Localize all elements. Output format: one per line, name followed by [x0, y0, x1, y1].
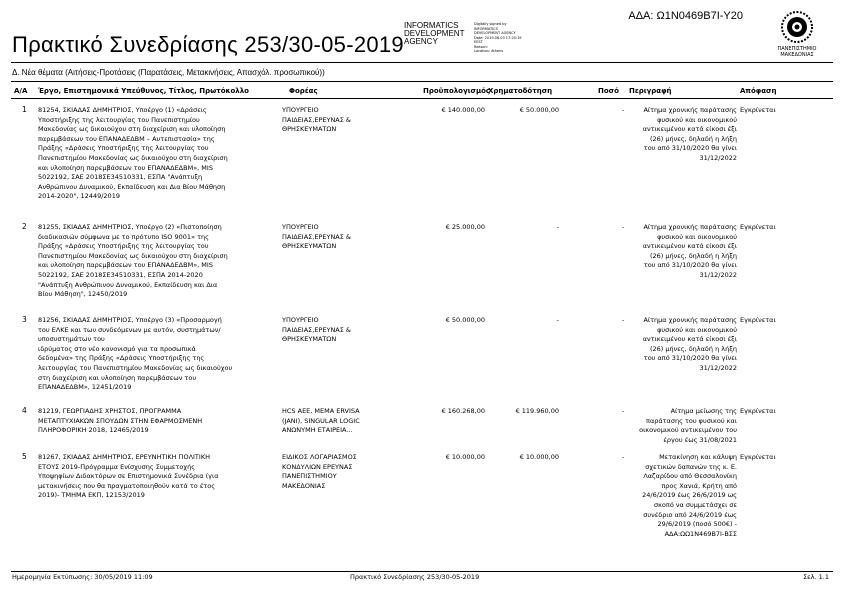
funder-cell — [282, 106, 402, 135]
description-line: 29/6/2019 (ποσό 500€) - — [657, 520, 737, 529]
project-line: 81256, ΣΚΙΑΔΑΣ ΔΗΜΗΤΡΙΟΣ, Υποέργο (3) «Προσαρμογή — [38, 316, 222, 324]
row-number: 2 — [22, 222, 27, 231]
decision-cell: Εγκρίνεται — [740, 223, 776, 231]
description-cell — [629, 407, 737, 445]
project-line: ΜΕΤΑΠΤΥΧΙΑΚΩΝ ΣΠΟΥΔΩΝ ΣΤΗΝ ΕΦΑΡΜΟΣΜΕΝΗ — [38, 416, 203, 425]
description-line: ΑΔΑ:ΩΩ1Ν469Β7Ι-ΒΣΣ — [664, 529, 737, 538]
funder-line: ΘΡΗΣΚΕΥΜΑΤΩΝ — [282, 335, 337, 344]
project-line: στη διαχείριση και υλοποίηση παρεμβάσεων του — [38, 373, 197, 382]
financing-cell: - — [556, 223, 559, 231]
funder-cell — [282, 453, 402, 491]
page-number: Σελ. 1.1 — [803, 573, 829, 581]
print-date: Ημερομηνία Εκτύπωσης: 30/05/2019 11:09 — [12, 573, 153, 581]
decision-cell: Εγκρίνεται — [740, 106, 776, 114]
signature-details — [474, 22, 522, 54]
funder-line: ΘΡΗΣΚΕΥΜΑΤΩΝ — [282, 242, 337, 251]
description-line: 31/12/2022 — [699, 153, 737, 162]
column-header-aa: Α/Α — [14, 87, 28, 95]
header-divider — [11, 62, 833, 63]
description-line: Αίτημα χρονικής παράτασης — [643, 106, 737, 114]
university-logo — [763, 10, 831, 58]
table-header-divider — [11, 98, 833, 99]
row-number: 3 — [22, 315, 27, 324]
funder-cell — [282, 316, 402, 345]
amount-cell: - — [622, 407, 625, 415]
project-line: "Ανάπτυξη Ανθρώπινου Δυναμικού, Εκπαίδευση και Δια — [38, 280, 218, 289]
description-line: φυσικού και οικονομικού — [657, 115, 737, 124]
column-header-funder: Φορέας — [289, 87, 318, 95]
column-header-financing: Χρηματοδότηση — [488, 87, 553, 95]
description-line: του από 31/10/2020 θα γίνει — [643, 261, 737, 270]
project-line: Υποστήριξης της λειτουργίας του Πανεπιστημίου — [38, 115, 200, 124]
project-line: 81255, ΣΚΙΑΔΑΣ ΔΗΜΗΤΡΙΟΣ, Υποέργο (2) «Πιστοποίηση — [38, 223, 222, 231]
description-cell — [629, 316, 737, 374]
row-number: 4 — [22, 406, 27, 415]
project-line: μετακινήσεις που θα πραγματοποιηθούν κατά το έτος — [38, 481, 216, 490]
funder-line: HCS AEE, MEMA ERVISA — [282, 407, 360, 415]
project-line: ΕΠΑΝΑΔΕΔΒΜ», 12451/2019 — [38, 383, 132, 392]
funder-line: ΥΠΟΥΡΓΕΙΟ — [282, 223, 319, 231]
decision-cell: Εγκρίνεται — [740, 407, 776, 415]
row-number: 1 — [22, 105, 27, 114]
decision-cell: Εγκρίνεται — [740, 453, 776, 461]
description-line: αντικειμένου κατά είκοσι έξι — [642, 242, 737, 251]
description-line: αντικειμένου κατά είκοσι έξι — [642, 125, 737, 134]
funder-line: ΥΠΟΥΡΓΕΙΟ — [282, 106, 319, 114]
column-header-project: Έργο, Επιστημονικά Υπεύθυνος, Τίτλος, Πρωτόκολλο — [38, 87, 249, 95]
project-line: Υποψηφίων Διδακτόρων σε Επιστημονικά Συνέδρια (για — [38, 472, 219, 481]
description-line: 31/12/2022 — [699, 363, 737, 372]
university-emblem-icon — [780, 10, 814, 44]
project-line: Βίου Μάθηση", 12450/2019 — [38, 290, 128, 299]
stamp-line: AGENCY — [404, 37, 438, 46]
project-line: 2014-2020", 12449/2019 — [38, 192, 120, 201]
signature-detail-line: Location: Athens — [474, 49, 504, 53]
description-line: του από 31/10/2020 θα γίνει — [643, 144, 737, 153]
funder-line: ΠΑΝΕΠΙΣΤΗΜΙΟΥ — [282, 472, 337, 481]
description-line: οικονομικού αντικειμένου του — [639, 426, 737, 435]
project-cell — [38, 223, 278, 300]
project-cell — [38, 106, 278, 202]
description-cell — [629, 453, 737, 539]
description-line: προς Χανιά, Κρήτη από — [661, 481, 737, 490]
column-header-description: Περιγραφή — [629, 87, 672, 95]
funder-line: ΜΑΚΕΔΟΝΙΑΣ — [282, 481, 326, 490]
section-title: Δ. Νέα θέματα (Αιτήσεις-Προτάσεις (Παρατάσεις, Μετακινήσεις, Απασχόλ. προσωπικού)) — [12, 68, 325, 77]
column-header-budget: Προϋπολογισμός — [423, 87, 491, 95]
row-number: 5 — [22, 452, 27, 461]
funder-line: ΠΑΙΔΕΙΑΣ,ΕΡΕΥΝΑΣ & — [282, 115, 351, 124]
stamp-line: INFORMATICS — [404, 21, 459, 30]
project-line: και υλοποίηση παρεμβάσεων του ΕΠΑΝΑΔΕΔΒΜ», MIS — [38, 261, 213, 270]
description-cell — [629, 223, 737, 281]
project-line: Ανθρώπινου Δυναμικού, Εκπαίδευση και Δια Βίου Μάθηση — [38, 182, 226, 191]
description-line: αντικειμένου κατά είκοσι έξι — [642, 335, 737, 344]
funder-line: ΠΑΙΔΕΙΑΣ,ΕΡΕΥΝΑΣ & — [282, 232, 351, 241]
project-line: υποσυστημάτων του — [38, 335, 105, 344]
project-line: Πράξης «Δράσεις Υποστήριξης της λειτουργίας του — [38, 242, 209, 251]
project-cell — [38, 407, 278, 436]
funder-cell — [282, 223, 402, 252]
footer-title: Πρακτικό Συνεδρίασης 253/30-05-2019 — [350, 573, 480, 581]
project-line: παρεμβάσεων του ΕΠΑΝΑΔΕΔΒΜ – Αυτεπιστασία» της — [38, 134, 215, 143]
logo-line: ΠΑΝΕΠΙΣΤΗΜΙΟ — [777, 46, 817, 52]
description-line: έργου έως 31/08/2021 — [663, 435, 737, 444]
project-line: του ΕΛΚΕ και των συνδεόμενων με αυτόν, συστημάτων/ — [38, 325, 221, 334]
project-line: 5022192, ΣΑΕ 2018ΣΕ34510331, ΕΣΠΑ "Ανάπτυξη — [38, 173, 203, 182]
financing-cell: € 50.000,00 — [519, 106, 559, 114]
financing-cell: - — [556, 316, 559, 324]
budget-cell: € 10.000,00 — [445, 453, 485, 461]
footer-divider — [11, 571, 833, 572]
project-line: διαδικασιών σύμφωνα με το πρότυπο ISO 9001» της — [38, 232, 209, 241]
page-title: Πρακτικό Συνεδρίασης 253/30-05-2019 — [12, 32, 404, 57]
description-line: Μετακίνηση και κάλυψη — [659, 453, 737, 461]
ada-code: ΑΔΑ: Ω1Ν0469Β7Ι-Υ20 — [628, 10, 743, 22]
project-line: Πανεπιστημίου Μακεδονίας ως δικαιούχου στη διαχείριση — [38, 251, 228, 260]
funder-line: ΥΠΟΥΡΓΕΙΟ — [282, 316, 319, 324]
signature-detail-line: EEST — [474, 40, 483, 44]
signature-detail-line: Reason: — [474, 44, 488, 49]
project-line: 81267, ΣΚΙΑΔΑΣ ΔΗΜΗΤΡΙΟΣ, ΕΡΕΥΝΗΤΙΚΗ ΠΟΛΙΤΙΚΗ — [38, 453, 210, 461]
signature-detail-line: Digitally signed by — [474, 22, 507, 26]
project-line: Μακεδονίας ως δικαιούχου στη διαχείριση και υλοποίηση — [38, 125, 226, 134]
logo-line: ΜΑΚΕΔΟΝΙΑΣ — [780, 52, 814, 58]
financing-cell: € 10.000,00 — [519, 453, 559, 461]
project-line: Πράξης «Δράσεις Υποστήριξης της λειτουργίας του — [38, 144, 209, 153]
description-line: του από 31/10/2020 θα γίνει — [643, 354, 737, 363]
project-cell — [38, 453, 278, 501]
project-line: 2019)- ΤΜΗΜΑ ΕΚΠ, 12153/2019 — [38, 491, 145, 500]
column-header-amount: Ποσό — [598, 87, 619, 95]
amount-cell: - — [622, 453, 625, 461]
funder-line: (JANI), SINGULAR LOGIC — [282, 416, 360, 425]
project-line: ΠΛΗΡΟΦΟΡΙΚΗ 2018, 12465/2019 — [38, 426, 149, 435]
column-header-decision: Απόφαση — [740, 87, 777, 95]
description-line: Αίτημα χρονικής παράτασης — [643, 223, 737, 231]
description-line: Αίτημα χρονικής παράτασης — [643, 316, 737, 324]
decision-cell: Εγκρίνεται — [740, 316, 776, 324]
description-line: φυσικού και οικονομικού — [657, 232, 737, 241]
funder-line: ΕΙΔΙΚΟΣ ΛΟΓΑΡΙΑΣΜΟΣ — [282, 453, 357, 461]
description-line: Λαζαρίδου από Θεσσαλονίκη — [643, 472, 737, 481]
amount-cell: - — [622, 316, 625, 324]
description-line: παράτασης του φυσικού και — [646, 416, 737, 425]
financing-cell: € 119.960,00 — [515, 407, 559, 415]
description-line: σχετικών δαπανών της κ. Ε. — [645, 462, 737, 471]
description-line: (26) μήνες, δηλαδή η λήξη — [649, 344, 737, 353]
project-line: 81219, ΓΕΩΡΓΙΑΔΗΣ ΧΡΗΣΤΟΣ, ΠΡΟΓΡΑΜΜΑ — [38, 407, 182, 415]
budget-cell: € 140.000,00 — [441, 106, 485, 114]
description-cell — [629, 106, 737, 164]
signature-detail-line: INFORMATICS — [474, 26, 498, 31]
description-line: Αίτημα μείωσης της — [670, 407, 737, 415]
amount-cell: - — [622, 106, 625, 114]
funder-line: ΑΝΩΝΥΜΗ ΕΤΑΙΡΕΙΑ... — [282, 426, 353, 435]
project-line: δεδομένα» της Πράξης «Δράσεις Υποστήριξης της — [38, 354, 205, 363]
project-line: ΕΤΟΥΣ 2019-Πρόγραμμα Ενίσχυσης Συμμετοχής — [38, 462, 196, 471]
signature-stamp — [404, 22, 464, 46]
description-line: φυσικού και οικονομικού — [657, 325, 737, 334]
project-line: και υλοποίηση παρεμβάσεων του ΕΠΑΝΑΔΕΔΒΜ», MIS — [38, 163, 213, 172]
project-line: 5022192, ΣΑΕ 2018ΣΕ34510331, ΕΣΠΑ 2014-2020 — [38, 270, 203, 279]
funder-cell — [282, 407, 402, 436]
project-cell — [38, 316, 278, 393]
signature-detail-line: DEVELOPMENT AGENCY — [474, 31, 516, 35]
description-line: (26) μήνες, δηλαδή η λήξη — [649, 134, 737, 143]
description-line: 24/6/2019 έως 26/6/2019 ως — [642, 491, 737, 500]
budget-cell: € 25.000,00 — [445, 223, 485, 231]
description-line: συνέδριο από 24/6/2019 έως — [643, 510, 737, 519]
budget-cell: € 50.000,00 — [445, 316, 485, 324]
project-line: Πανεπιστημίου Μακεδονίας ως δικαιούχου στη διαχείριση — [38, 153, 228, 162]
description-line: (26) μήνες, δηλαδή η λήξη — [649, 251, 737, 260]
description-line: σκοπό να συμμετάσχει σε — [653, 500, 737, 509]
budget-cell: € 160.268,00 — [441, 407, 485, 415]
signature-detail-line: Date: 2019.06.03 17:25:19 — [474, 35, 522, 40]
funder-line: ΚΟΝΔΥΛΙΩΝ ΕΡΕΥΝΑΣ — [282, 462, 353, 471]
description-line: 31/12/2022 — [699, 270, 737, 279]
project-line: ιδρύματος στο νέο κανονισμό για τα προσωπικά — [38, 344, 196, 353]
section-divider — [11, 81, 833, 82]
funder-line: ΘΡΗΣΚΕΥΜΑΤΩΝ — [282, 125, 337, 134]
funder-line: ΠΑΙΔΕΙΑΣ,ΕΡΕΥΝΑΣ & — [282, 325, 351, 334]
stamp-line: DEVELOPMENT — [404, 29, 465, 38]
amount-cell: - — [622, 223, 625, 231]
project-line: λειτουργίας του Πανεπιστημίου Μακεδονίας ως δικαιούχου — [38, 363, 233, 372]
project-line: 81254, ΣΚΙΑΔΑΣ ΔΗΜΗΤΡΙΟΣ, Υποέργο (1) «Δράσεις — [38, 106, 207, 114]
